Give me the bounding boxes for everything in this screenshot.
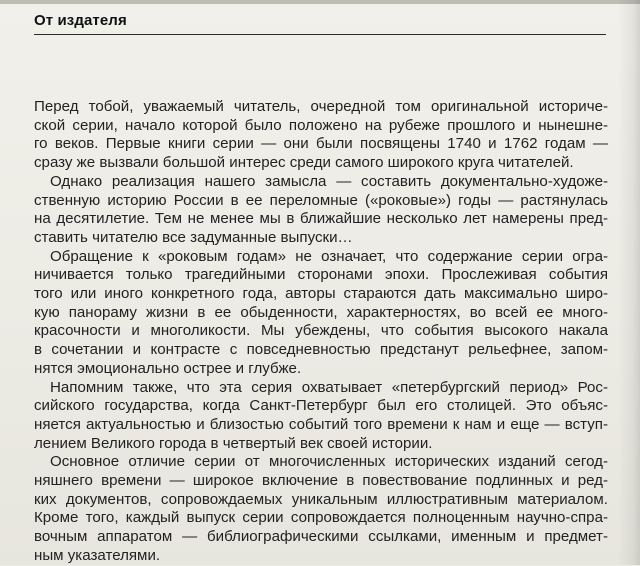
text-line: того или иного конкретного года, авторы стараются дать максимально широ-: [34, 285, 608, 303]
text-line: сразу же вызвали большой интерес среди самого широкого круга читателей.: [34, 154, 574, 172]
text-line: Напомним также, что эта серия охватывает «петербургский период» Рос-: [50, 378, 608, 396]
text-line: на десятилетие. Тем не менее мы в ближайшие несколько лет намерены пред-: [34, 210, 608, 228]
heading-rule: [34, 34, 606, 35]
text-line: Обращение к «роковым годам» не означает, что содержание серии огра-: [50, 247, 608, 265]
text-line: Однако реализация нашего замысла — составить документально-художе-: [50, 172, 608, 190]
text-line: ской серии, начало которой было положено на рубеже прошлого и нынешне-: [34, 116, 608, 134]
text-line: сийского государства, когда Санкт-Петербург был его столицей. Это объяс-: [34, 397, 608, 415]
text-line: няется актуальностью и близостью событий того времени к нам и еще — вступ-: [34, 415, 608, 433]
text-line: в сочетании и контрасте с повседневностью предстанут рельефнее, запом-: [34, 341, 608, 359]
body-text: [34, 98, 608, 566]
text-line: Перед тобой, уважаемый читатель, очередной том оригинальной историче-: [34, 98, 608, 115]
text-line: Основное отличие серии от многочисленных исторических изданий сегод-: [50, 453, 608, 471]
text-line: нятся эмоционально острее и глубже.: [34, 359, 302, 377]
top-edge: [0, 0, 640, 4]
page-edge-shadow: [618, 0, 640, 565]
text-line: няшнего времени — широкое включение в повествование подлинных и ред-: [34, 472, 608, 490]
text-line: го веков. Первые книги серии — они были посвящены 1740 и 1762 годам —: [34, 135, 608, 153]
text-line: Кроме того, каждый выпуск серии сопровождается полноценным научно-спра-: [34, 509, 608, 527]
text-line: ным указателями.: [34, 546, 161, 564]
text-line: кую панораму жизни в ее обыденности, характерностях, во всей ее много-: [34, 303, 608, 321]
text-line: ничивается только трагедийными сторонами эпохи. Прослеживая события: [34, 266, 608, 284]
text-line: ких документов, сопровождаемых уникальным иллюстративным материалом.: [34, 490, 608, 508]
section-heading: От издателя: [34, 12, 127, 29]
text-line: лением Великого города в четвертый век своей истории.: [34, 434, 433, 452]
text-line: вочным аппаратом — библиографическими ссылками, именным и предмет-: [34, 528, 608, 546]
text-line: красочности и многоликости. Мы убеждены, что события высокого накала: [34, 322, 608, 340]
text-line: ственную историю России в ее переломные («роковые») годы — растянулась: [34, 191, 608, 209]
text-line: ставить читателю все задуманные выпуски…: [34, 228, 353, 246]
